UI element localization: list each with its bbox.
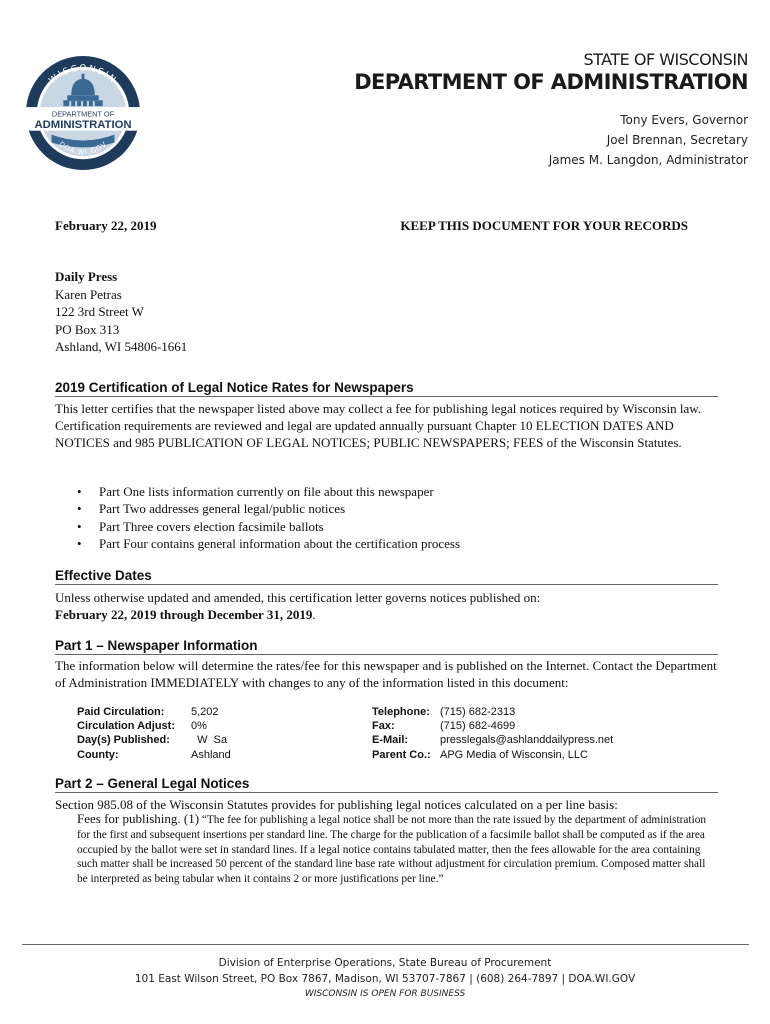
statute-text: “The fee for publishing a legal notice shall be not more than the rate issued by the department of administration for the first and subsequent insertions per standard line. The charge for the publication of a facsimile ballot shall be computed as if the area occupied by the ballot were set in standard lines. If a legal notice contains tabulated matter, then the fees allowable for the area containing such matter shall be increased 50 percent of the standard line base rate without adjustment for circulation premium. Composed matter shall be interpreted as being tabular when it contains 2 or more justifications per line.” [77, 814, 706, 886]
part1-paragraph: The information below will determine the rates/fee for this newspaper and is published on the Internet. Contact the Department of Administration IMMEDIATELY with changes to any of the information listed in this document: [55, 658, 717, 690]
certification-paragraph: This letter certifies that the newspaper listed above may collect a fee for publishing legal notices required by Wisconsin law. Certification requirements are reviewed and legal are updated annually pursuant Chapter 10 ELECTION DATES AND NOTICES and 985 PUBLICATION OF LEGAL NOTICES; PUBLIC NEWSPAPERS; FEES of the Wisconsin Statutes. [55, 401, 702, 450]
official-governor: Tony Evers, Governor [620, 113, 748, 127]
seal-banner-line1: DEPARTMENT OF [51, 109, 115, 119]
info-row: Fax: (715) 682-4699 [372, 720, 516, 733]
section-heading-part1: Part 1 – Newspaper Information [55, 638, 718, 655]
recipient-name: Daily Press [55, 269, 118, 284]
info-row: E-Mail: presslegals@ashlanddailypress.net [372, 734, 614, 747]
info-row: County: Ashland [77, 748, 231, 761]
seal-ring-top-text: WISCONSIN [47, 63, 119, 87]
official-administrator: James M. Langdon, Administrator [548, 153, 748, 167]
recipient-address [55, 268, 187, 356]
address-line: 122 3rd Street W [55, 304, 144, 319]
bullet-icon: • [77, 484, 82, 499]
bullet-icon: • [77, 535, 82, 551]
seal-ring-bottom-text: DOA.WI.GOV [57, 140, 109, 157]
list-item: • Part Four contains general information about the certification process [77, 535, 460, 551]
info-row: Telephone: (715) 682-2313 [372, 706, 516, 718]
address-line: Ashland, WI 54806-1661 [55, 339, 188, 354]
bullet-icon: • [77, 518, 82, 534]
footer-slogan: WISCONSIN IS OPEN FOR BUSINESS [304, 989, 466, 999]
state-title: STATE OF WISCONSIN [583, 50, 748, 69]
doa-seal-logo [24, 54, 142, 172]
effective-date-range: February 22, 2019 through December 31, 2019 [55, 606, 313, 622]
effective-dates-paragraph: Unless otherwise updated and amended, this certification letter governs notices published on: February 22, 2019 through December 31, 2019. [55, 590, 541, 622]
section-heading-part2: Part 2 – General Legal Notices [55, 776, 718, 793]
info-row: Circulation Adjust: 0% [77, 720, 207, 733]
address-line: PO Box 313 [55, 321, 120, 337]
letter-date: February 22, 2019 [55, 218, 157, 233]
bullet-icon: • [77, 501, 82, 517]
address-line: Karen Petras [55, 286, 122, 302]
footer-divider [22, 944, 749, 945]
section-heading-certification: 2019 Certification of Legal Notice Rates for Newspapers [55, 380, 718, 397]
section-heading-effective-dates: Effective Dates [55, 568, 718, 585]
list-item: • Part Two addresses general legal/public notices [77, 501, 346, 517]
list-item: • Part One lists information currently on file about this newspaper [77, 484, 434, 499]
statute-quote [77, 812, 717, 887]
info-row: Paid Circulation: 5,202 [77, 706, 219, 718]
info-row: Parent Co.: APG Media of Wisconsin, LLC [372, 748, 588, 761]
seal-banner-line2: ADMINISTRATION [34, 118, 132, 131]
footer-division: Division of Enterprise Operations, State Bureau of Procurement [218, 957, 552, 969]
newspaper-info-right [372, 705, 613, 762]
keep-records-notice: KEEP THIS DOCUMENT FOR YOUR RECORDS [400, 218, 688, 233]
footer-address: 101 East Wilson Street, PO Box 7867, Madison, WI 53707-7867 | (608) 264-7897 | DOA.WI.GOV [134, 973, 636, 985]
list-item: • Part Three covers election facsimile ballots [77, 518, 324, 534]
department-title: DEPARTMENT OF ADMINISTRATION [354, 70, 748, 94]
newspaper-info-left [77, 705, 231, 762]
part2-paragraph: Section 985.08 of the Wisconsin Statutes provides for publishing legal notices calculated on a per line basis: [55, 797, 618, 812]
parts-list [77, 483, 460, 552]
official-secretary: Joel Brennan, Secretary [606, 133, 748, 147]
email-link[interactable]: presslegals@ashlanddailypress.net [440, 734, 614, 747]
info-row: Day(s) Published: W Sa [77, 734, 228, 747]
statute-lead: Fees for publishing. (1) [77, 811, 200, 826]
